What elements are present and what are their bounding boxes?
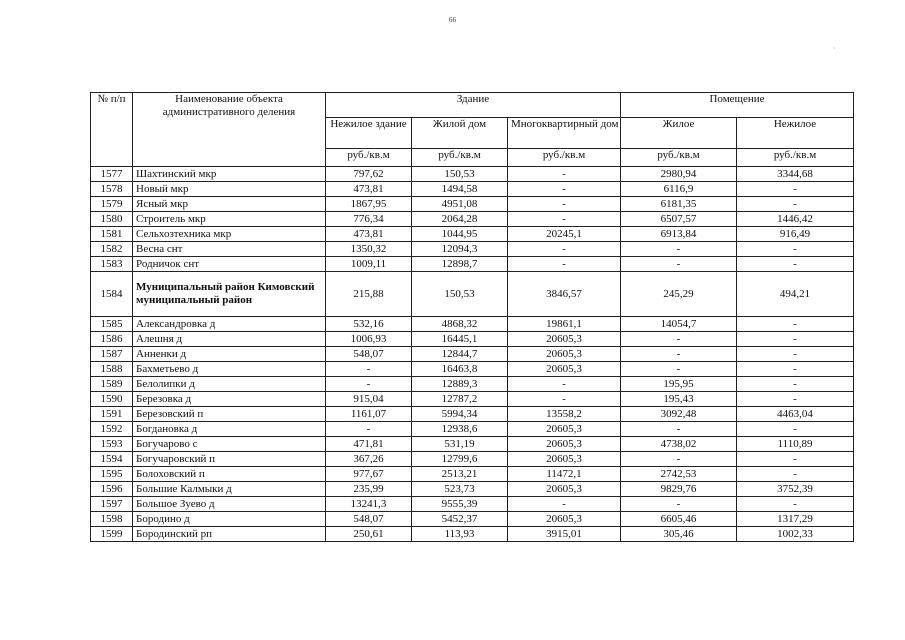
header-apartment-building: Многоквартирный дом bbox=[508, 118, 621, 149]
row-number: 1585 bbox=[91, 317, 133, 332]
cell-nonres-building: 473,81 bbox=[326, 182, 412, 197]
cell-residential-premises: - bbox=[621, 347, 737, 362]
cell-residential-premises: 2742,53 bbox=[621, 467, 737, 482]
cell-apartment-building: 20605,3 bbox=[508, 452, 621, 467]
cell-apartment-building: 3846,57 bbox=[508, 272, 621, 317]
table-row bbox=[91, 242, 854, 257]
corner-mark: · bbox=[833, 44, 836, 53]
header-residential-house: Жилой дом bbox=[412, 118, 508, 149]
row-name: Анненки д bbox=[133, 347, 326, 362]
table-row bbox=[91, 377, 854, 392]
row-name: Богучаровский п bbox=[133, 452, 326, 467]
row-number: 1578 bbox=[91, 182, 133, 197]
cell-apartment-building: - bbox=[508, 212, 621, 227]
row-name: Бахметьево д bbox=[133, 362, 326, 377]
cell-nonres-building: 776,34 bbox=[326, 212, 412, 227]
cell-residential-house: 12889,3 bbox=[412, 377, 508, 392]
table-row bbox=[91, 497, 854, 512]
row-number: 1586 bbox=[91, 332, 133, 347]
cell-nonres-building: 532,16 bbox=[326, 317, 412, 332]
row-name: Богдановка д bbox=[133, 422, 326, 437]
cell-nonres-premises: - bbox=[737, 347, 854, 362]
cell-residential-premises: 6507,57 bbox=[621, 212, 737, 227]
cell-apartment-building: 20605,3 bbox=[508, 482, 621, 497]
cell-nonres-building: 1009,11 bbox=[326, 257, 412, 272]
cell-residential-house: 4951,08 bbox=[412, 197, 508, 212]
cell-apartment-building: 11472,1 bbox=[508, 467, 621, 482]
unit-label: руб./кв.м bbox=[412, 149, 508, 167]
cell-apartment-building: 19861,1 bbox=[508, 317, 621, 332]
row-name: Новый мкр bbox=[133, 182, 326, 197]
cell-apartment-building: 20605,3 bbox=[508, 347, 621, 362]
header-building: Здание bbox=[326, 93, 621, 118]
row-name: Муниципальный район Кимовский муниципальный район bbox=[133, 272, 326, 317]
row-name: Весна снт bbox=[133, 242, 326, 257]
cell-nonres-building: 215,88 bbox=[326, 272, 412, 317]
cell-nonres-premises: - bbox=[737, 317, 854, 332]
cell-residential-premises: 6181,35 bbox=[621, 197, 737, 212]
row-name: Березовка д bbox=[133, 392, 326, 407]
cell-residential-premises: 6913,84 bbox=[621, 227, 737, 242]
row-number: 1594 bbox=[91, 452, 133, 467]
cell-residential-premises: 2980,94 bbox=[621, 167, 737, 182]
cell-nonres-building: 473,81 bbox=[326, 227, 412, 242]
row-name: Березовский п bbox=[133, 407, 326, 422]
cell-nonres-building: 250,61 bbox=[326, 527, 412, 542]
row-number: 1596 bbox=[91, 482, 133, 497]
cell-residential-house: 531,19 bbox=[412, 437, 508, 452]
cell-nonres-premises: - bbox=[737, 497, 854, 512]
row-name: Строитель мкр bbox=[133, 212, 326, 227]
table-row bbox=[91, 527, 854, 542]
unit-label: руб./кв.м bbox=[737, 149, 854, 167]
row-number: 1590 bbox=[91, 392, 133, 407]
cell-nonres-premises: 1110,89 bbox=[737, 437, 854, 452]
row-number: 1581 bbox=[91, 227, 133, 242]
row-number: 1591 bbox=[91, 407, 133, 422]
cell-nonres-premises: - bbox=[737, 377, 854, 392]
header-number: № п/п bbox=[91, 93, 133, 167]
cell-nonres-premises: - bbox=[737, 467, 854, 482]
row-number: 1593 bbox=[91, 437, 133, 452]
cell-apartment-building: 20605,3 bbox=[508, 362, 621, 377]
cell-residential-premises: 305,46 bbox=[621, 527, 737, 542]
cell-nonres-building: - bbox=[326, 422, 412, 437]
row-number: 1599 bbox=[91, 527, 133, 542]
cell-residential-house: 113,93 bbox=[412, 527, 508, 542]
cell-residential-house: 2064,28 bbox=[412, 212, 508, 227]
row-name: Сельхозтехника мкр bbox=[133, 227, 326, 242]
cell-nonres-premises: 916,49 bbox=[737, 227, 854, 242]
cell-apartment-building: 13558,2 bbox=[508, 407, 621, 422]
cell-apartment-building: - bbox=[508, 377, 621, 392]
row-name: Александровка д bbox=[133, 317, 326, 332]
table-row bbox=[91, 167, 854, 182]
cell-nonres-building: 1161,07 bbox=[326, 407, 412, 422]
header-name: Наименование объекта административного деления bbox=[133, 93, 326, 167]
cell-residential-house: 12938,6 bbox=[412, 422, 508, 437]
cadastral-value-table bbox=[90, 92, 854, 542]
table-row bbox=[91, 407, 854, 422]
cell-nonres-premises: 1317,29 bbox=[737, 512, 854, 527]
row-number: 1579 bbox=[91, 197, 133, 212]
cell-nonres-premises: - bbox=[737, 332, 854, 347]
cell-apartment-building: 20605,3 bbox=[508, 422, 621, 437]
cell-nonres-building: 1350,32 bbox=[326, 242, 412, 257]
cell-residential-premises: 9829,76 bbox=[621, 482, 737, 497]
row-number: 1584 bbox=[91, 272, 133, 317]
cell-apartment-building: 20245,1 bbox=[508, 227, 621, 242]
row-number: 1582 bbox=[91, 242, 133, 257]
cell-nonres-premises: 3344,68 bbox=[737, 167, 854, 182]
cell-nonres-premises: 3752,39 bbox=[737, 482, 854, 497]
cell-residential-house: 12844,7 bbox=[412, 347, 508, 362]
row-number: 1595 bbox=[91, 467, 133, 482]
cell-nonres-premises: - bbox=[737, 257, 854, 272]
cell-nonres-building: 915,04 bbox=[326, 392, 412, 407]
row-name: Бородино д bbox=[133, 512, 326, 527]
cell-nonres-building: - bbox=[326, 362, 412, 377]
page-number: 66 bbox=[449, 16, 456, 24]
cell-apartment-building: - bbox=[508, 257, 621, 272]
cell-residential-house: 1494,58 bbox=[412, 182, 508, 197]
cell-nonres-building: 977,67 bbox=[326, 467, 412, 482]
unit-label: руб./кв.м bbox=[326, 149, 412, 167]
cell-residential-premises: - bbox=[621, 497, 737, 512]
cell-nonres-building: 367,26 bbox=[326, 452, 412, 467]
cell-nonres-premises: 494,21 bbox=[737, 272, 854, 317]
cell-nonres-premises: - bbox=[737, 197, 854, 212]
row-name: Алешня д bbox=[133, 332, 326, 347]
cell-residential-premises: 6605,46 bbox=[621, 512, 737, 527]
row-number: 1580 bbox=[91, 212, 133, 227]
cell-apartment-building: 3915,01 bbox=[508, 527, 621, 542]
cell-nonres-building: 548,07 bbox=[326, 512, 412, 527]
cell-residential-house: 12799,6 bbox=[412, 452, 508, 467]
table-row bbox=[91, 422, 854, 437]
cell-apartment-building: 20605,3 bbox=[508, 512, 621, 527]
table-row bbox=[91, 467, 854, 482]
cell-residential-house: 1044,95 bbox=[412, 227, 508, 242]
row-name: Ясный мкр bbox=[133, 197, 326, 212]
cell-nonres-premises: - bbox=[737, 422, 854, 437]
cell-residential-house: 5452,37 bbox=[412, 512, 508, 527]
header-residential-premises: Жилое bbox=[621, 118, 737, 149]
row-number: 1587 bbox=[91, 347, 133, 362]
cell-nonres-premises: 1002,33 bbox=[737, 527, 854, 542]
table-row bbox=[91, 392, 854, 407]
row-name: Белолипки д bbox=[133, 377, 326, 392]
table-row bbox=[91, 437, 854, 452]
cell-nonres-building: 13241,3 bbox=[326, 497, 412, 512]
cell-residential-house: 9555,39 bbox=[412, 497, 508, 512]
cell-nonres-premises: - bbox=[737, 362, 854, 377]
cell-residential-house: 12094,3 bbox=[412, 242, 508, 257]
cell-residential-house: 5994,34 bbox=[412, 407, 508, 422]
cell-residential-premises: - bbox=[621, 332, 737, 347]
cell-nonres-premises: 1446,42 bbox=[737, 212, 854, 227]
row-number: 1592 bbox=[91, 422, 133, 437]
row-number: 1589 bbox=[91, 377, 133, 392]
cell-apartment-building: - bbox=[508, 497, 621, 512]
cell-residential-house: 2513,21 bbox=[412, 467, 508, 482]
cell-residential-premises: - bbox=[621, 452, 737, 467]
cell-residential-house: 16445,1 bbox=[412, 332, 508, 347]
header-premises: Помещение bbox=[621, 93, 854, 118]
cell-nonres-building: 1006,93 bbox=[326, 332, 412, 347]
cell-residential-house: 4868,32 bbox=[412, 317, 508, 332]
table-row bbox=[91, 212, 854, 227]
cell-nonres-building: 1867,95 bbox=[326, 197, 412, 212]
header-nonresidential-building: Нежилое здание bbox=[326, 118, 412, 149]
cell-nonres-building: 471,81 bbox=[326, 437, 412, 452]
cell-residential-house: 150,53 bbox=[412, 272, 508, 317]
cell-nonres-premises: 4463,04 bbox=[737, 407, 854, 422]
cell-apartment-building: - bbox=[508, 197, 621, 212]
cell-apartment-building: - bbox=[508, 182, 621, 197]
row-number: 1588 bbox=[91, 362, 133, 377]
table-row bbox=[91, 362, 854, 377]
cell-nonres-premises: - bbox=[737, 392, 854, 407]
cell-nonres-premises: - bbox=[737, 452, 854, 467]
cell-residential-premises: 6116,9 bbox=[621, 182, 737, 197]
cell-nonres-premises: - bbox=[737, 182, 854, 197]
header-nonresidential-premises: Нежилое bbox=[737, 118, 854, 149]
unit-label: руб./кв.м bbox=[621, 149, 737, 167]
row-name: Шахтинский мкр bbox=[133, 167, 326, 182]
cell-nonres-building: 235,99 bbox=[326, 482, 412, 497]
row-name: Болоховский п bbox=[133, 467, 326, 482]
cell-apartment-building: - bbox=[508, 392, 621, 407]
table-row bbox=[91, 257, 854, 272]
cell-residential-premises: - bbox=[621, 242, 737, 257]
cell-residential-premises: 245,29 bbox=[621, 272, 737, 317]
cell-nonres-premises: - bbox=[737, 242, 854, 257]
cell-residential-premises: - bbox=[621, 422, 737, 437]
cell-residential-premises: 4738,02 bbox=[621, 437, 737, 452]
table-row bbox=[91, 227, 854, 242]
unit-label: руб./кв.м bbox=[508, 149, 621, 167]
cell-nonres-building: - bbox=[326, 377, 412, 392]
row-name: Большие Калмыки д bbox=[133, 482, 326, 497]
table-row bbox=[91, 317, 854, 332]
row-number: 1583 bbox=[91, 257, 133, 272]
cell-residential-house: 523,73 bbox=[412, 482, 508, 497]
cell-apartment-building: 20605,3 bbox=[508, 437, 621, 452]
cell-residential-premises: - bbox=[621, 257, 737, 272]
cell-residential-premises: 3092,48 bbox=[621, 407, 737, 422]
cell-residential-premises: 195,95 bbox=[621, 377, 737, 392]
cell-nonres-building: 548,07 bbox=[326, 347, 412, 362]
row-number: 1577 bbox=[91, 167, 133, 182]
row-name: Бородинский рп bbox=[133, 527, 326, 542]
cell-apartment-building: 20605,3 bbox=[508, 332, 621, 347]
cell-residential-premises: - bbox=[621, 362, 737, 377]
table-row bbox=[91, 182, 854, 197]
table-row bbox=[91, 347, 854, 362]
cell-residential-house: 12898,7 bbox=[412, 257, 508, 272]
cell-apartment-building: - bbox=[508, 242, 621, 257]
cell-nonres-building: 797,62 bbox=[326, 167, 412, 182]
row-number: 1597 bbox=[91, 497, 133, 512]
cell-residential-premises: 195,43 bbox=[621, 392, 737, 407]
table-row bbox=[91, 512, 854, 527]
table-row bbox=[91, 452, 854, 467]
table-row bbox=[91, 482, 854, 497]
table-row bbox=[91, 272, 854, 317]
row-name: Родничок снт bbox=[133, 257, 326, 272]
row-number: 1598 bbox=[91, 512, 133, 527]
table-row bbox=[91, 332, 854, 347]
table-row bbox=[91, 197, 854, 212]
cell-residential-premises: 14054,7 bbox=[621, 317, 737, 332]
row-name: Большое Зуево д bbox=[133, 497, 326, 512]
cell-residential-house: 150,53 bbox=[412, 167, 508, 182]
cell-residential-house: 12787,2 bbox=[412, 392, 508, 407]
row-name: Богучарово с bbox=[133, 437, 326, 452]
cell-apartment-building: - bbox=[508, 167, 621, 182]
cell-residential-house: 16463,8 bbox=[412, 362, 508, 377]
